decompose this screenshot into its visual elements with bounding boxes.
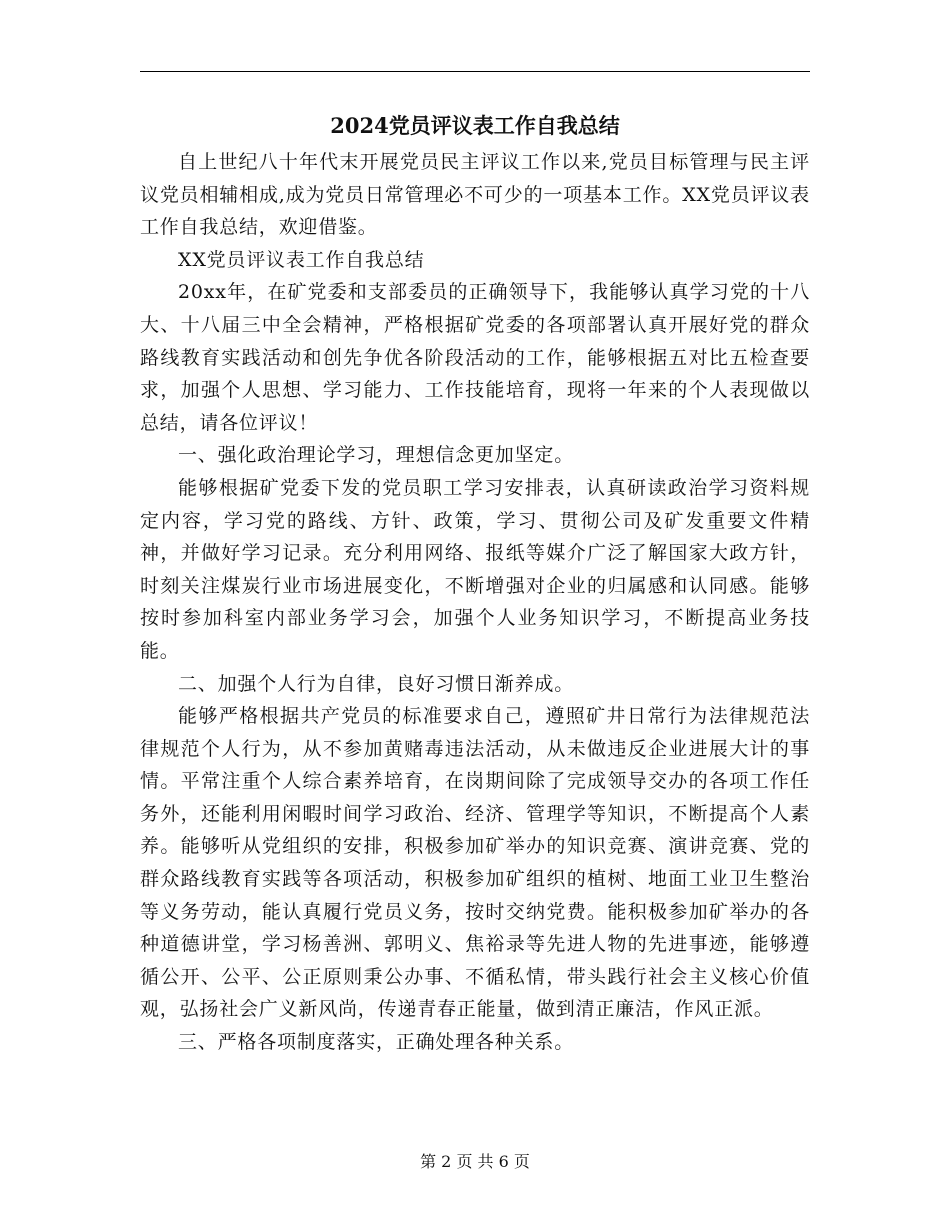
section-heading-2: 二、加强个人行为自律，良好习惯日渐养成。 <box>178 672 575 695</box>
paragraph-section-1: 能够根据矿党委下发的党员职工学习安排表，认真研读政治学习资料规定内容，学习党的路线、方针、政策，学习、贯彻公司及矿发重要文件精神，并做好学习记录。充分利用网络、报纸等媒介广泛了解国家大政方针，时刻关注煤炭行业市场进展变化，不断增强对企业的归属感和认同感。能够按时参加科室内部业务学习会，加强个人业务知识学习，不断提高业务技能。 <box>140 476 810 662</box>
section-heading-1: 一、强化政治理论学习，理想信念更加坚定。 <box>178 444 575 467</box>
paragraph-subtitle: XX党员评议表工作自我总结 <box>178 248 425 271</box>
paragraph-overview: 20xx年，在矿党委和支部委员的正确领导下，我能够认真学习党的十八大、十八届三中全会精神，严格根据矿党委的各项部署认真开展好党的群众路线教育实践活动和创先争优各阶段活动的工作，能够根据五对比五检查要求，加强个人思想、学习能力、工作技能培育，现将一年来的个人表现做以总结，请各位评议！ <box>140 281 810 434</box>
paragraph-intro: 自上世纪八十年代末开展党员民主评议工作以来,党员目标管理与民主评议党员相辅相成,成为党员日常管理必不可少的一项基本工作。XX党员评议表工作自我总结，欢迎借鉴。 <box>140 151 810 239</box>
paragraph-section-2: 能够严格根据共产党员的标准要求自己，遵照矿井日常行为法律规范法律规范个人行为，从不参加黄赌毒违法活动，从未做违反企业进展大计的事情。平常注重个人综合素养培育，在岗期间除了完成领导交办的各项工作任务外，还能利用闲暇时间学习政治、经济、管理学等知识，不断提高个人素养。能够听从党组织的安排，积极参加矿举办的知识竞赛、演讲竞赛、党的群众路线教育实践等各项活动，积极参加矿组织的植树、地面工业卫生整治等义务劳动，能认真履行党员义务，按时交纳党费。能积极参加矿举办的各种道德讲堂，学习杨善洲、郭明义、焦裕录等先进人物的先进事迹，能够遵循公开、公平、公正原则秉公办事、不循私情，带头践行社会主义核心价值观，弘扬社会广义新风尚，传递青春正能量，做到清正廉洁，作风正派。 <box>140 705 810 1021</box>
document-body <box>140 146 810 1059</box>
section-heading-3: 三、严格各项制度落实，正确处理各种关系。 <box>178 1031 575 1054</box>
document-title: 2024党员评议表工作自我总结 <box>330 113 620 138</box>
header-rule <box>140 71 810 72</box>
page-number: 第 2 页 共 6 页 <box>420 1152 530 1171</box>
